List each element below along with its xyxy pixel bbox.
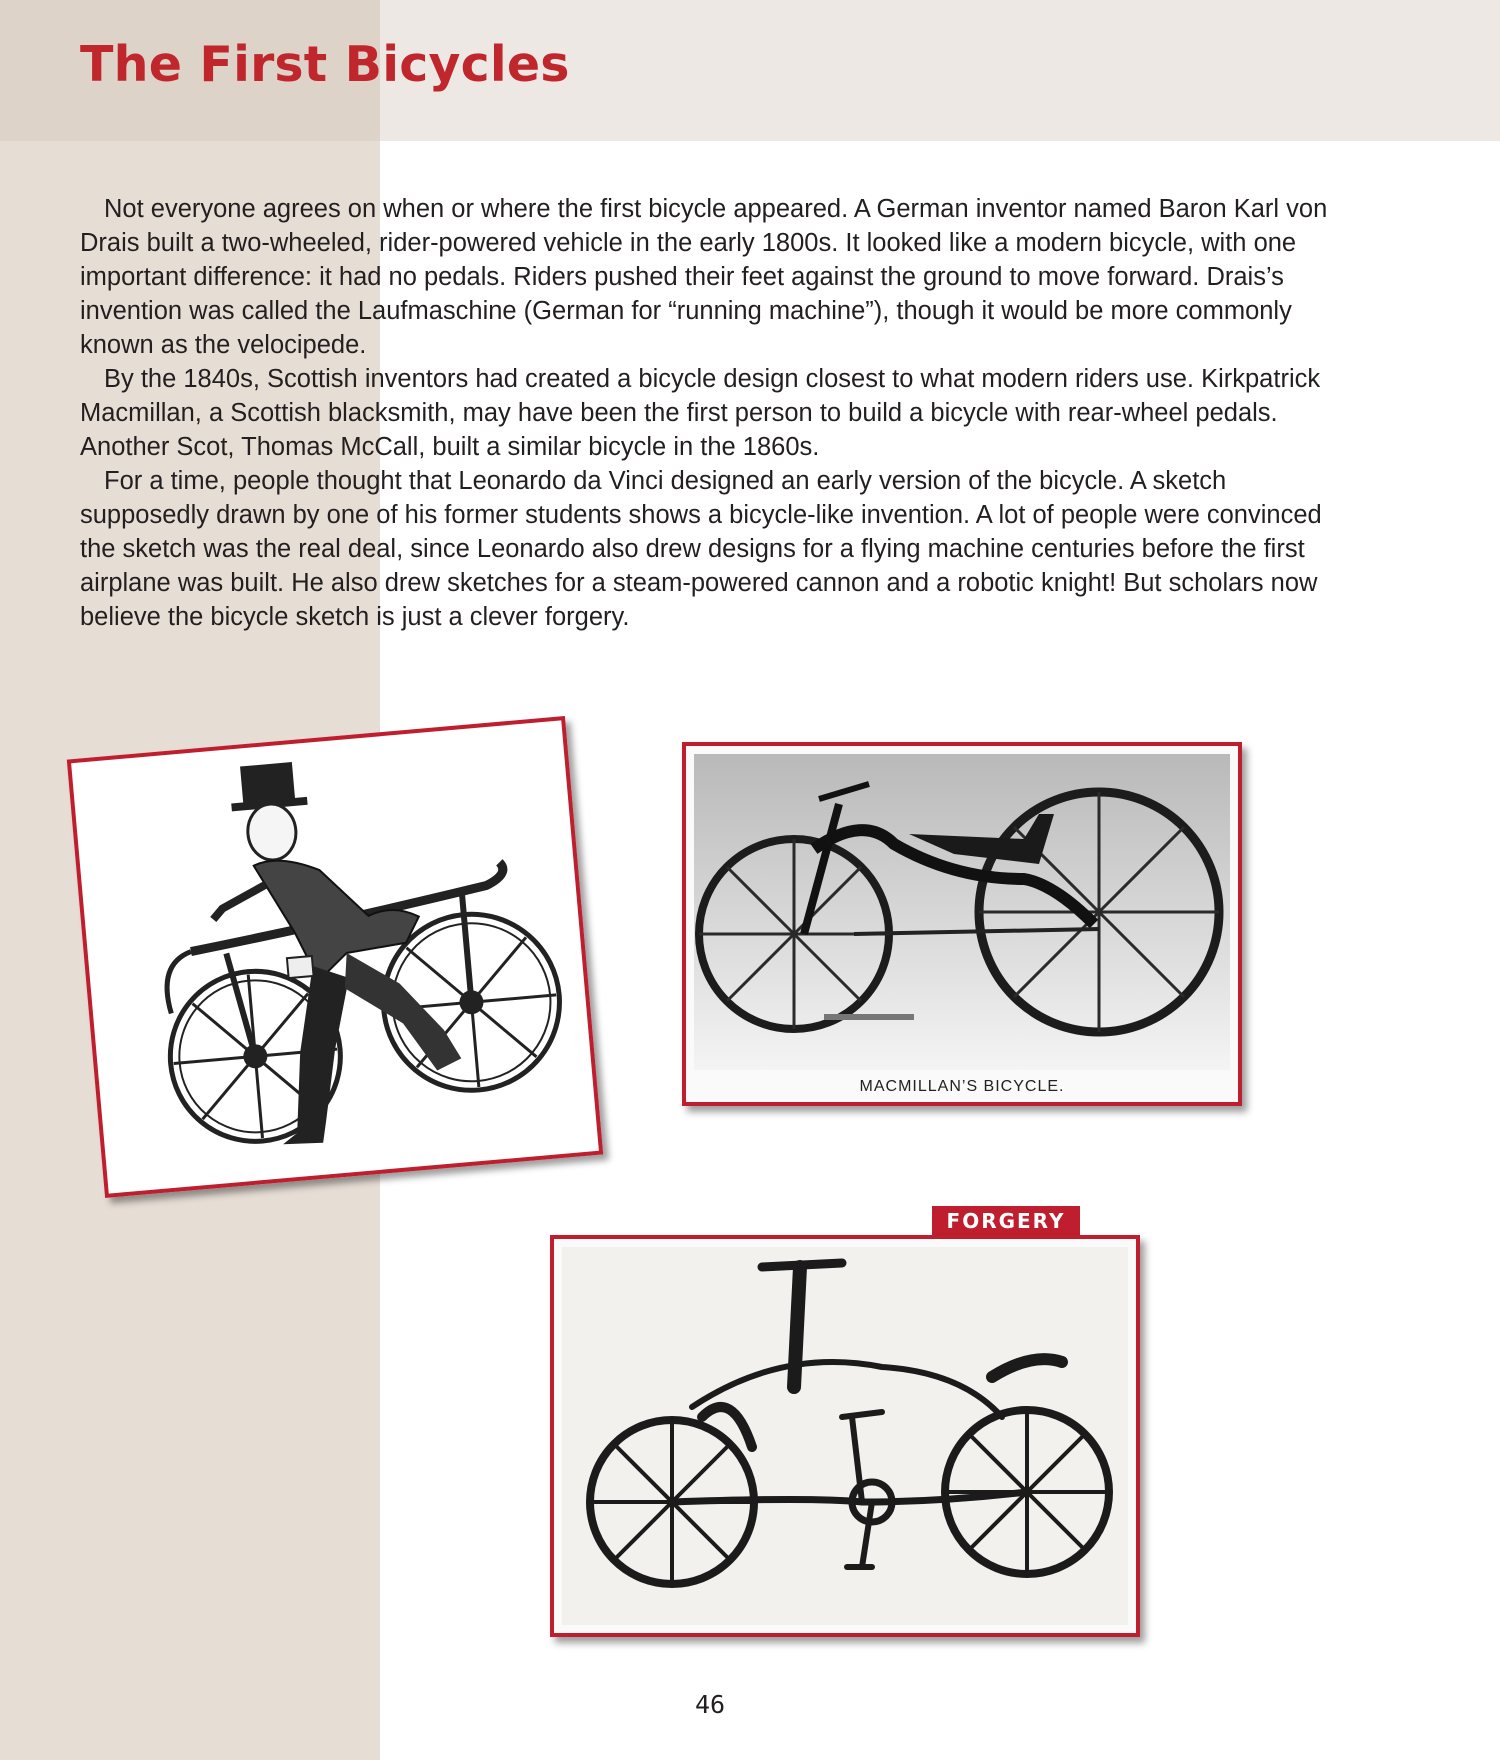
forgery-sketch-photo — [550, 1235, 1140, 1637]
leonardo-forgery-sketch — [562, 1247, 1128, 1625]
body-text — [80, 192, 1350, 634]
forgery-tag: FORGERY — [932, 1206, 1080, 1236]
macmillan-caption: MACMILLAN’S BICYCLE. — [859, 1078, 1065, 1095]
paragraph-drais: Not everyone agrees on when or where the first bicycle appeared. A German inventor named Baron Karl von Drais built a two-wheeled, rider-powered vehicle in the early 1800s. It looked like a modern bicycle, with one important difference: it had no pedals. Riders pushed their feet against the ground to move forward. Drais’s invention was called the Laufmaschine (German for “running machine”), though it would be more commonly known as the velocipede. — [80, 195, 1328, 359]
macmillan-bicycle-photo — [682, 742, 1242, 1106]
page-title: The First Bicycles — [80, 36, 570, 93]
paragraph-macmillan: By the 1840s, Scottish inventors had created a bicycle design closest to what modern riders use. Kirkpatrick Macmillan, a Scottish blacksmith, may have been the first person to build a bicycle with rear-wheel pedals. Another Scot, Thomas McCall, built a similar bicycle in the 1860s. — [80, 365, 1321, 461]
paragraph-leonardo: For a time, people thought that Leonardo da Vinci designed an early version of the bicycle. A sketch supposedly drawn by one of his former students shows a bicycle-like invention. A lot of people were convinced the sketch was the real deal, since Leonardo also drew designs for a flying machine centuries before the first airplane was built. He also drew sketches for a steam-powered cannon and a robotic knight! But scholars now believe the bicycle sketch is just a clever forgery. — [80, 467, 1322, 631]
macmillan-bicycle-illustration — [694, 754, 1230, 1070]
drais-rider-illustration — [80, 729, 590, 1185]
page-number: 46 — [694, 1690, 726, 1719]
drais-engraving-photo — [67, 716, 603, 1198]
